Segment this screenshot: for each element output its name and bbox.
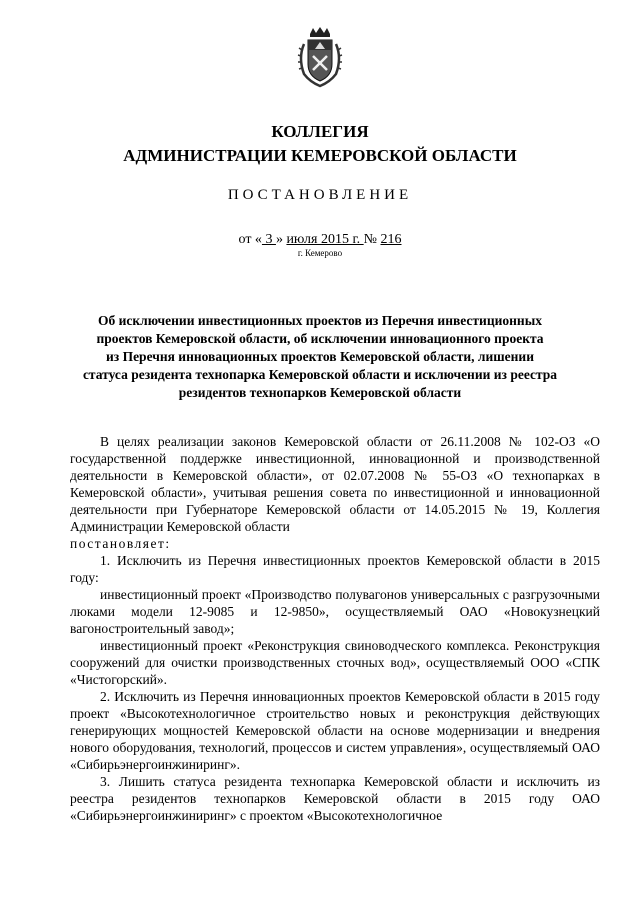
document-type: ПОСТАНОВЛЕНИЕ [227,187,413,203]
document-title [70,312,570,402]
body-paragraph-item1: 1. Исключить из Перечня инвестиционных проектов Кемеровской области в 2015 году: [70,553,600,585]
org-name-line1: КОЛЛЕГИЯ [271,122,369,141]
date-mid: » [275,232,287,247]
date-number-line [0,232,640,248]
title-line: резидентов технопарков Кемеровской области [178,385,462,400]
date-day: 3 [261,232,276,247]
number-label: № [363,232,381,247]
title-line: Об исключении инвестиционных проектов из Перечня инвестиционных [97,313,542,328]
document-body [70,433,600,824]
body-paragraph-item2: 2. Исключить из Перечня инновационных проектов Кемеровской области в 2015 году проект «Высокотехнологичное строительство новых и реконструкция действующих генерирующих мощностей Кемеровской области на основе модернизации и внедрения нового оборудования, технологий, процессов и систем управления», осуществляемый ОАО «Сибирьэнергоинжиниринг». [70,689,600,772]
date-prefix: от « [238,232,262,247]
coat-of-arms-icon [296,26,344,88]
date-month-year: июля 2015 г. [286,232,364,247]
body-paragraph-preamble [70,433,600,552]
body-paragraph-project1: инвестиционный проект «Производство полувагонов универсальных с разгрузочными люками модели 12-9085 и 12-9850», осуществляемый ОАО «Новокузнецкий вагоностроительный завод»; [70,587,600,636]
org-name-line2: АДМИНИСТРАЦИИ КЕМЕРОВСКОЙ ОБЛАСТИ [123,146,517,165]
preamble-text: В целях реализации законов Кемеровской области от 26.11.2008 № 102-ОЗ «О государственной поддержке инвестиционной, инновационной и производственной деятельности в Кемеровской области», от 02.07.2008 № 55-ОЗ «О технопарках в Кемеровской области», учитывая решения совета по инвестиционной и инновационной деятельности при Губернаторе Кемеровской области от 14.05.2015 № 19, Коллегия Администрации Кемеровской области [70,434,600,534]
body-paragraph-project2: инвестиционный проект «Реконструкция свиноводческого комплекса. Реконструкция сооружений для очистки производственных сточных вод», осуществляемый ООО «СПК «Чистогорский». [70,638,600,687]
title-line: статуса резидента технопарка Кемеровской области и исключении из реестра [82,367,558,382]
city-label: г. Кемерово [297,248,343,258]
preamble-resolves: постановляет: [70,536,171,551]
body-paragraph-item3: 3. Лишить статуса резидента технопарка Кемеровской области и исключить из реестра резидентов технопарков Кемеровской области в 2015 году ОАО «Сибирьэнергоинжиниринг» с проектом «Высокотехнологичное [70,774,600,823]
title-line: проектов Кемеровской области, об исключении инновационного проекта [96,331,544,346]
title-line: из Перечня инновационных проектов Кемеровской области, лишении [105,349,534,364]
document-number: 216 [380,232,402,247]
